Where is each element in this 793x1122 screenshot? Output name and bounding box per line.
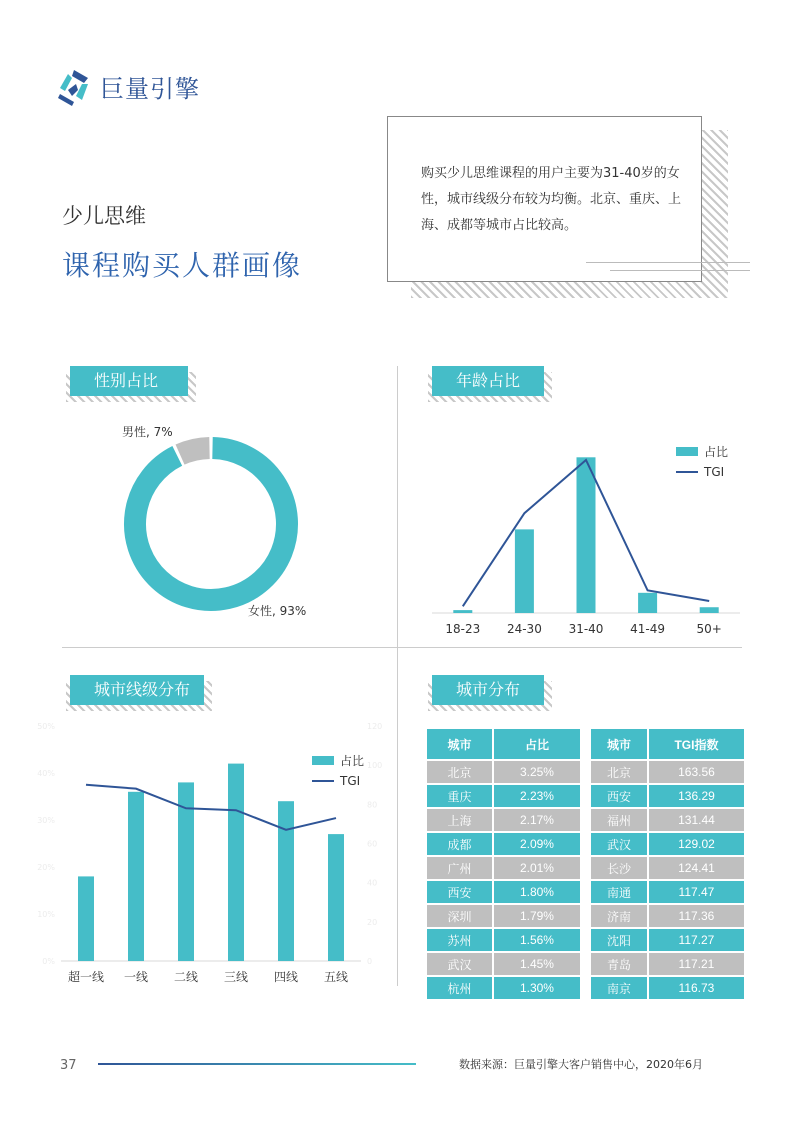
city-share-cell-8-1: 1.45% bbox=[494, 953, 580, 975]
city-tgi-cell-0-1: 163.56 bbox=[649, 761, 744, 783]
table-row bbox=[591, 953, 744, 975]
city-share-cell-6-0: 深圳 bbox=[427, 905, 494, 927]
city-share-cell-6-1: 1.79% bbox=[494, 905, 580, 927]
table-row bbox=[427, 929, 580, 951]
city-tgi-table bbox=[591, 727, 744, 1001]
x-tick-label-4: 50+ bbox=[696, 622, 722, 636]
page-subtitle: 少儿思维 bbox=[62, 204, 146, 228]
table-row bbox=[427, 809, 580, 831]
city-tgi-cell-2-0: 福州 bbox=[591, 809, 649, 831]
page-title: 课程购买人群画像 bbox=[62, 249, 303, 282]
section-title-tier: 城市线级分布 bbox=[70, 675, 204, 705]
y-right-tick-0: 0 bbox=[367, 957, 373, 966]
table-row bbox=[427, 905, 580, 927]
footer-rule bbox=[98, 1063, 416, 1065]
x-tick-label-2: 31-40 bbox=[568, 622, 604, 636]
city-tgi-cell-5-1: 117.47 bbox=[649, 881, 744, 903]
bar-5 bbox=[328, 834, 344, 961]
city-share-cell-2-1: 2.17% bbox=[494, 809, 580, 831]
donut-label-female: 女性, 93% bbox=[248, 604, 307, 618]
y-left-tick-3: 30% bbox=[37, 816, 55, 825]
city-tgi-cell-6-1: 117.36 bbox=[649, 905, 744, 927]
table-row bbox=[591, 929, 744, 951]
page-number: 37 bbox=[60, 1058, 77, 1073]
y-right-tick-4: 80 bbox=[367, 800, 378, 810]
city-share-cell-3-1: 2.09% bbox=[494, 833, 580, 855]
tgi-line bbox=[86, 785, 336, 830]
y-left-tick-5: 50% bbox=[37, 722, 55, 731]
grid-divider-horizontal bbox=[62, 647, 742, 648]
table-row bbox=[591, 905, 744, 927]
tier-combo-chart bbox=[30, 720, 395, 990]
bar-3 bbox=[228, 764, 244, 961]
legend-label-line: TGI bbox=[704, 465, 725, 479]
city-tgi-cell-2-1: 131.44 bbox=[649, 809, 744, 831]
x-tick-label-2: 二线 bbox=[173, 970, 199, 984]
city-tgi-cell-4-0: 长沙 bbox=[591, 857, 649, 879]
city-share-header-1: 占比 bbox=[494, 729, 580, 759]
bar-4 bbox=[278, 801, 294, 961]
table-row bbox=[591, 761, 744, 783]
city-tgi-cell-9-1: 116.73 bbox=[649, 977, 744, 999]
city-tgi-cell-3-1: 129.02 bbox=[649, 833, 744, 855]
city-share-cell-7-1: 1.56% bbox=[494, 929, 580, 951]
city-share-cell-4-1: 2.01% bbox=[494, 857, 580, 879]
city-share-header-0: 城市 bbox=[427, 729, 494, 759]
legend-label-line: TGI bbox=[340, 774, 361, 788]
city-tgi-cell-3-0: 武汉 bbox=[591, 833, 649, 855]
city-tgi-cell-1-0: 西安 bbox=[591, 785, 649, 807]
y-left-tick-1: 10% bbox=[37, 910, 55, 919]
x-tick-label-4: 四线 bbox=[273, 970, 299, 984]
x-tick-label-1: 24-30 bbox=[506, 622, 542, 636]
table-row bbox=[591, 881, 744, 903]
y-right-tick-2: 40 bbox=[367, 878, 378, 888]
table-row bbox=[427, 761, 580, 783]
bar-0 bbox=[453, 610, 472, 613]
bar-1 bbox=[128, 792, 144, 961]
grid-divider-vertical bbox=[397, 366, 398, 986]
legend-label-bar: 占比 bbox=[704, 445, 729, 459]
city-share-cell-0-1: 3.25% bbox=[494, 761, 580, 783]
bar-4 bbox=[700, 607, 719, 613]
x-tick-label-5: 五线 bbox=[323, 970, 349, 984]
legend-label-bar: 占比 bbox=[340, 754, 365, 768]
y-left-tick-2: 20% bbox=[37, 863, 55, 872]
city-tgi-cell-6-0: 济南 bbox=[591, 905, 649, 927]
summary-rule-1 bbox=[586, 262, 750, 263]
city-tgi-cell-4-1: 124.41 bbox=[649, 857, 744, 879]
y-right-tick-1: 20 bbox=[367, 917, 378, 927]
table-row bbox=[591, 857, 744, 879]
donut-slice-0 bbox=[135, 448, 287, 600]
footer-source: 数据来源：巨量引擎大客户销售中心，2020年6月 bbox=[459, 1058, 703, 1071]
city-tgi-cell-8-0: 青岛 bbox=[591, 953, 649, 975]
city-share-cell-5-1: 1.80% bbox=[494, 881, 580, 903]
table-row bbox=[591, 809, 744, 831]
brand-mark-icon bbox=[54, 66, 94, 106]
table-row bbox=[427, 785, 580, 807]
x-tick-label-1: 一线 bbox=[123, 970, 149, 984]
y-right-tick-5: 100 bbox=[367, 761, 383, 771]
table-row bbox=[427, 857, 580, 879]
x-tick-label-0: 超一线 bbox=[67, 970, 105, 984]
donut-slice-1 bbox=[180, 448, 209, 455]
x-tick-label-3: 三线 bbox=[223, 970, 249, 984]
gender-donut-chart bbox=[100, 415, 360, 630]
table-row bbox=[427, 977, 580, 999]
bar-0 bbox=[78, 876, 94, 961]
city-tgi-cell-9-0: 南京 bbox=[591, 977, 649, 999]
city-tgi-cell-0-0: 北京 bbox=[591, 761, 649, 783]
y-left-tick-0: 0% bbox=[42, 957, 55, 966]
city-share-cell-8-0: 武汉 bbox=[427, 953, 494, 975]
legend-swatch-bar bbox=[676, 447, 698, 456]
y-right-tick-6: 120 bbox=[367, 722, 383, 731]
city-share-cell-1-1: 2.23% bbox=[494, 785, 580, 807]
section-title-city: 城市分布 bbox=[432, 675, 544, 705]
city-tgi-header-0: 城市 bbox=[591, 729, 649, 759]
table-row bbox=[591, 977, 744, 999]
city-tgi-cell-7-0: 沈阳 bbox=[591, 929, 649, 951]
x-tick-label-0: 18-23 bbox=[445, 622, 481, 636]
bar-3 bbox=[638, 593, 657, 613]
donut-label-male: 男性, 7% bbox=[122, 425, 173, 439]
age-combo-chart bbox=[420, 420, 750, 645]
city-tgi-cell-7-1: 117.27 bbox=[649, 929, 744, 951]
table-row bbox=[427, 833, 580, 855]
summary-rule-2 bbox=[610, 270, 750, 271]
city-share-cell-9-1: 1.30% bbox=[494, 977, 580, 999]
y-right-tick-3: 60 bbox=[367, 839, 378, 849]
city-share-cell-5-0: 西安 bbox=[427, 881, 494, 903]
legend-swatch-bar bbox=[312, 756, 334, 765]
bar-1 bbox=[515, 529, 534, 613]
table-row bbox=[591, 833, 744, 855]
x-tick-label-3: 41-49 bbox=[630, 622, 666, 636]
section-title-gender: 性别占比 bbox=[70, 366, 188, 396]
table-row bbox=[427, 953, 580, 975]
brand-logo bbox=[54, 66, 200, 106]
city-tgi-cell-5-0: 南通 bbox=[591, 881, 649, 903]
city-tgi-header-1: TGI指数 bbox=[649, 729, 744, 759]
city-share-cell-4-0: 广州 bbox=[427, 857, 494, 879]
bar-2 bbox=[577, 457, 596, 613]
city-share-cell-2-0: 上海 bbox=[427, 809, 494, 831]
city-share-cell-9-0: 杭州 bbox=[427, 977, 494, 999]
table-row bbox=[591, 785, 744, 807]
city-tgi-cell-8-1: 117.21 bbox=[649, 953, 744, 975]
city-share-cell-7-0: 苏州 bbox=[427, 929, 494, 951]
brand-name: 巨量引擎 bbox=[100, 74, 200, 103]
city-share-cell-3-0: 成都 bbox=[427, 833, 494, 855]
city-share-table bbox=[427, 727, 580, 1001]
summary-text: 购买少儿思维课程的用户主要为31-40岁的女性，城市线级分布较为均衡。北京、重庆、上海、成都等城市占比较高。 bbox=[421, 166, 682, 233]
table-row bbox=[427, 881, 580, 903]
city-share-cell-0-0: 北京 bbox=[427, 761, 494, 783]
city-share-cell-1-0: 重庆 bbox=[427, 785, 494, 807]
city-tgi-cell-1-1: 136.29 bbox=[649, 785, 744, 807]
y-left-tick-4: 40% bbox=[37, 769, 55, 778]
section-title-age: 年龄占比 bbox=[432, 366, 544, 396]
